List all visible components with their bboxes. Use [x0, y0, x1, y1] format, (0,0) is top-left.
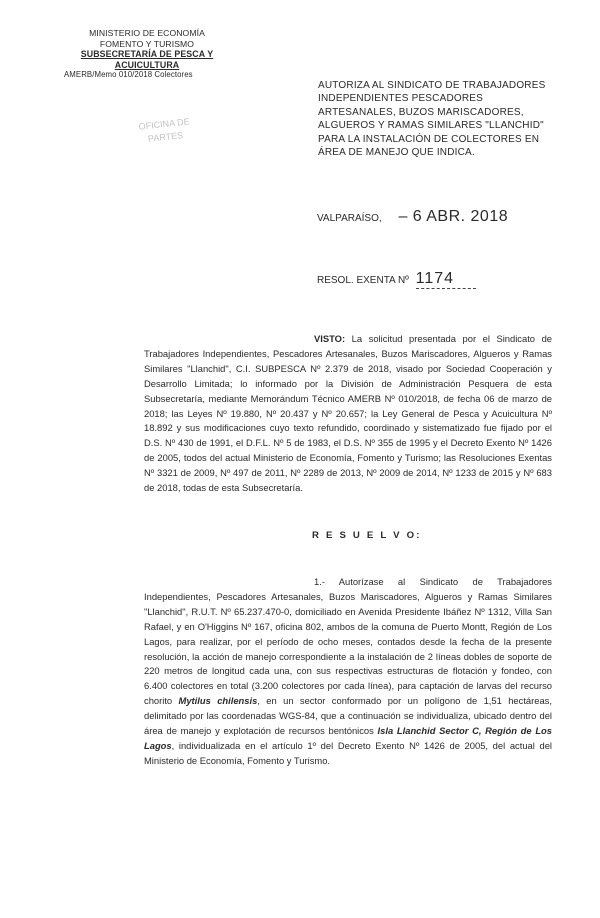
stamp-line-2: PARTES	[147, 130, 184, 144]
ministry-line: MINISTERIO DE ECONOMÍA	[89, 28, 205, 38]
species-name: Mytilus chilensis	[178, 695, 258, 707]
resolution-label: RESOL. EXENTA Nº	[317, 275, 409, 286]
date-line	[317, 208, 508, 226]
article-1-paragraph	[144, 575, 552, 769]
date-value: – 6 ABR. 2018	[398, 208, 509, 225]
ministry-header	[52, 28, 242, 81]
article-1-text-b: , en un sector conformado por un polígono de 1,51 hectáreas, delimitado por las coordenadas WGS-84, que a continuación se individualiza, ubicado dentro del área de manejo y explotación de recursos bentónicos	[144, 695, 552, 737]
article-1-label: 1.- Autorízase al Sindicato de Trabajadores	[314, 576, 552, 587]
resolution-line	[317, 270, 476, 289]
resuelvo-heading: R E S U E L V O:	[312, 530, 422, 541]
resolution-number: 1174	[416, 270, 476, 289]
document-title: AUTORIZA AL SINDICATO DE TRABAJADORES INDEPENDIENTES PESCADORES ARTESANALES, BUZOS MARISCADORES, ALGUEROS Y RAMAS SIMILARES "LLANCHID" PARA LA INSTALACIÓN DE COLECTORES EN ÁREA DE MANEJO QUE INDICA.	[318, 80, 546, 159]
ministry-subline: FOMENTO Y TURISMO	[99, 38, 195, 49]
visto-label: VISTO:	[314, 333, 346, 344]
visto-body: La solicitud presentada por el Sindicato de Trabajadores Independientes, Pescadores Artesanales, Buzos Mariscadores, Algueros y Ramas Similares "Llanchid", C.I. SUBPESCA Nº 2.379 de 2018, visado por Sociedad Cooperación y Desarrollo Limitada; lo informado por la División de Administración Pesquera de esta Subsecretaría, mediante Memorándum Técnico AMERB Nº 010/2018, de fecha 06 de marzo de 2018; las Leyes Nº 19.880, Nº 20.437 y Nº 20.657; la Ley General de Pesca y Acuicultura Nº 18.892 y sus modificaciones cuyo texto refundido, coordinado y sistematizado fue fijado por el D.S. Nº 430 de 1991, el D.F.L. Nº 5 de 1983, el D.S. Nº 355 de 1995 y el Decreto Exento Nº 1426 de 2005, todos del actual Ministerio de Economía, Fomento y Turismo; las Resoluciones Exentas Nº 3321 de 2009, Nº 497 de 2011, Nº 2289 de 2013, Nº 2009 de 2014, Nº 1233 de 2015 y Nº 683 de 2018, todas de esta Subsecretaría.	[144, 333, 552, 494]
article-1-text-c: , individualizada en el artículo 1º del Decreto Exento Nº 1426 de 2005, del actual del Ministerio de Economía, Fomento y Turismo.	[144, 739, 552, 766]
stamp-line-1: OFICINA DE	[138, 116, 191, 132]
article-1-text-a: Independientes, Pescadores Artesanales, Buzos Mariscadores, Algueros y Ramas Similares "Llanchid", R.U.T. Nº 65.237.470-0, domiciliado en Avenida Presidente Ibáñez Nº 1312, Villa San Rafael, y en O'Higgins Nº 167, oficina 802, ambos de la comuna de Puerto Montt, Región de Los Lagos, para realizar, por el período de ocho meses, contados desde la fecha de la presente resolución, la acción de manejo correspondiente a la instalación de 2 líneas dobles de soporte de 220 metros de longitud cada una, con sus respectivas estructuras de flotación y fondeo, con 6.400 colectores en total (3.200 colectores por cada línea), para captación de larvas del recurso chorito	[144, 590, 552, 707]
area-name: Isla Llanchid Sector C, Región de Los Lagos	[144, 725, 552, 751]
date-label: VALPARAÍSO,	[317, 213, 382, 224]
visto-paragraph	[144, 332, 552, 496]
undersecretariat-line: SUBSECRETARÍA DE PESCA Y ACUICULTURA	[80, 49, 214, 70]
faded-stamp	[118, 113, 215, 170]
reference-line: AMERB/Memo 010/2018 Colectores	[64, 70, 193, 79]
